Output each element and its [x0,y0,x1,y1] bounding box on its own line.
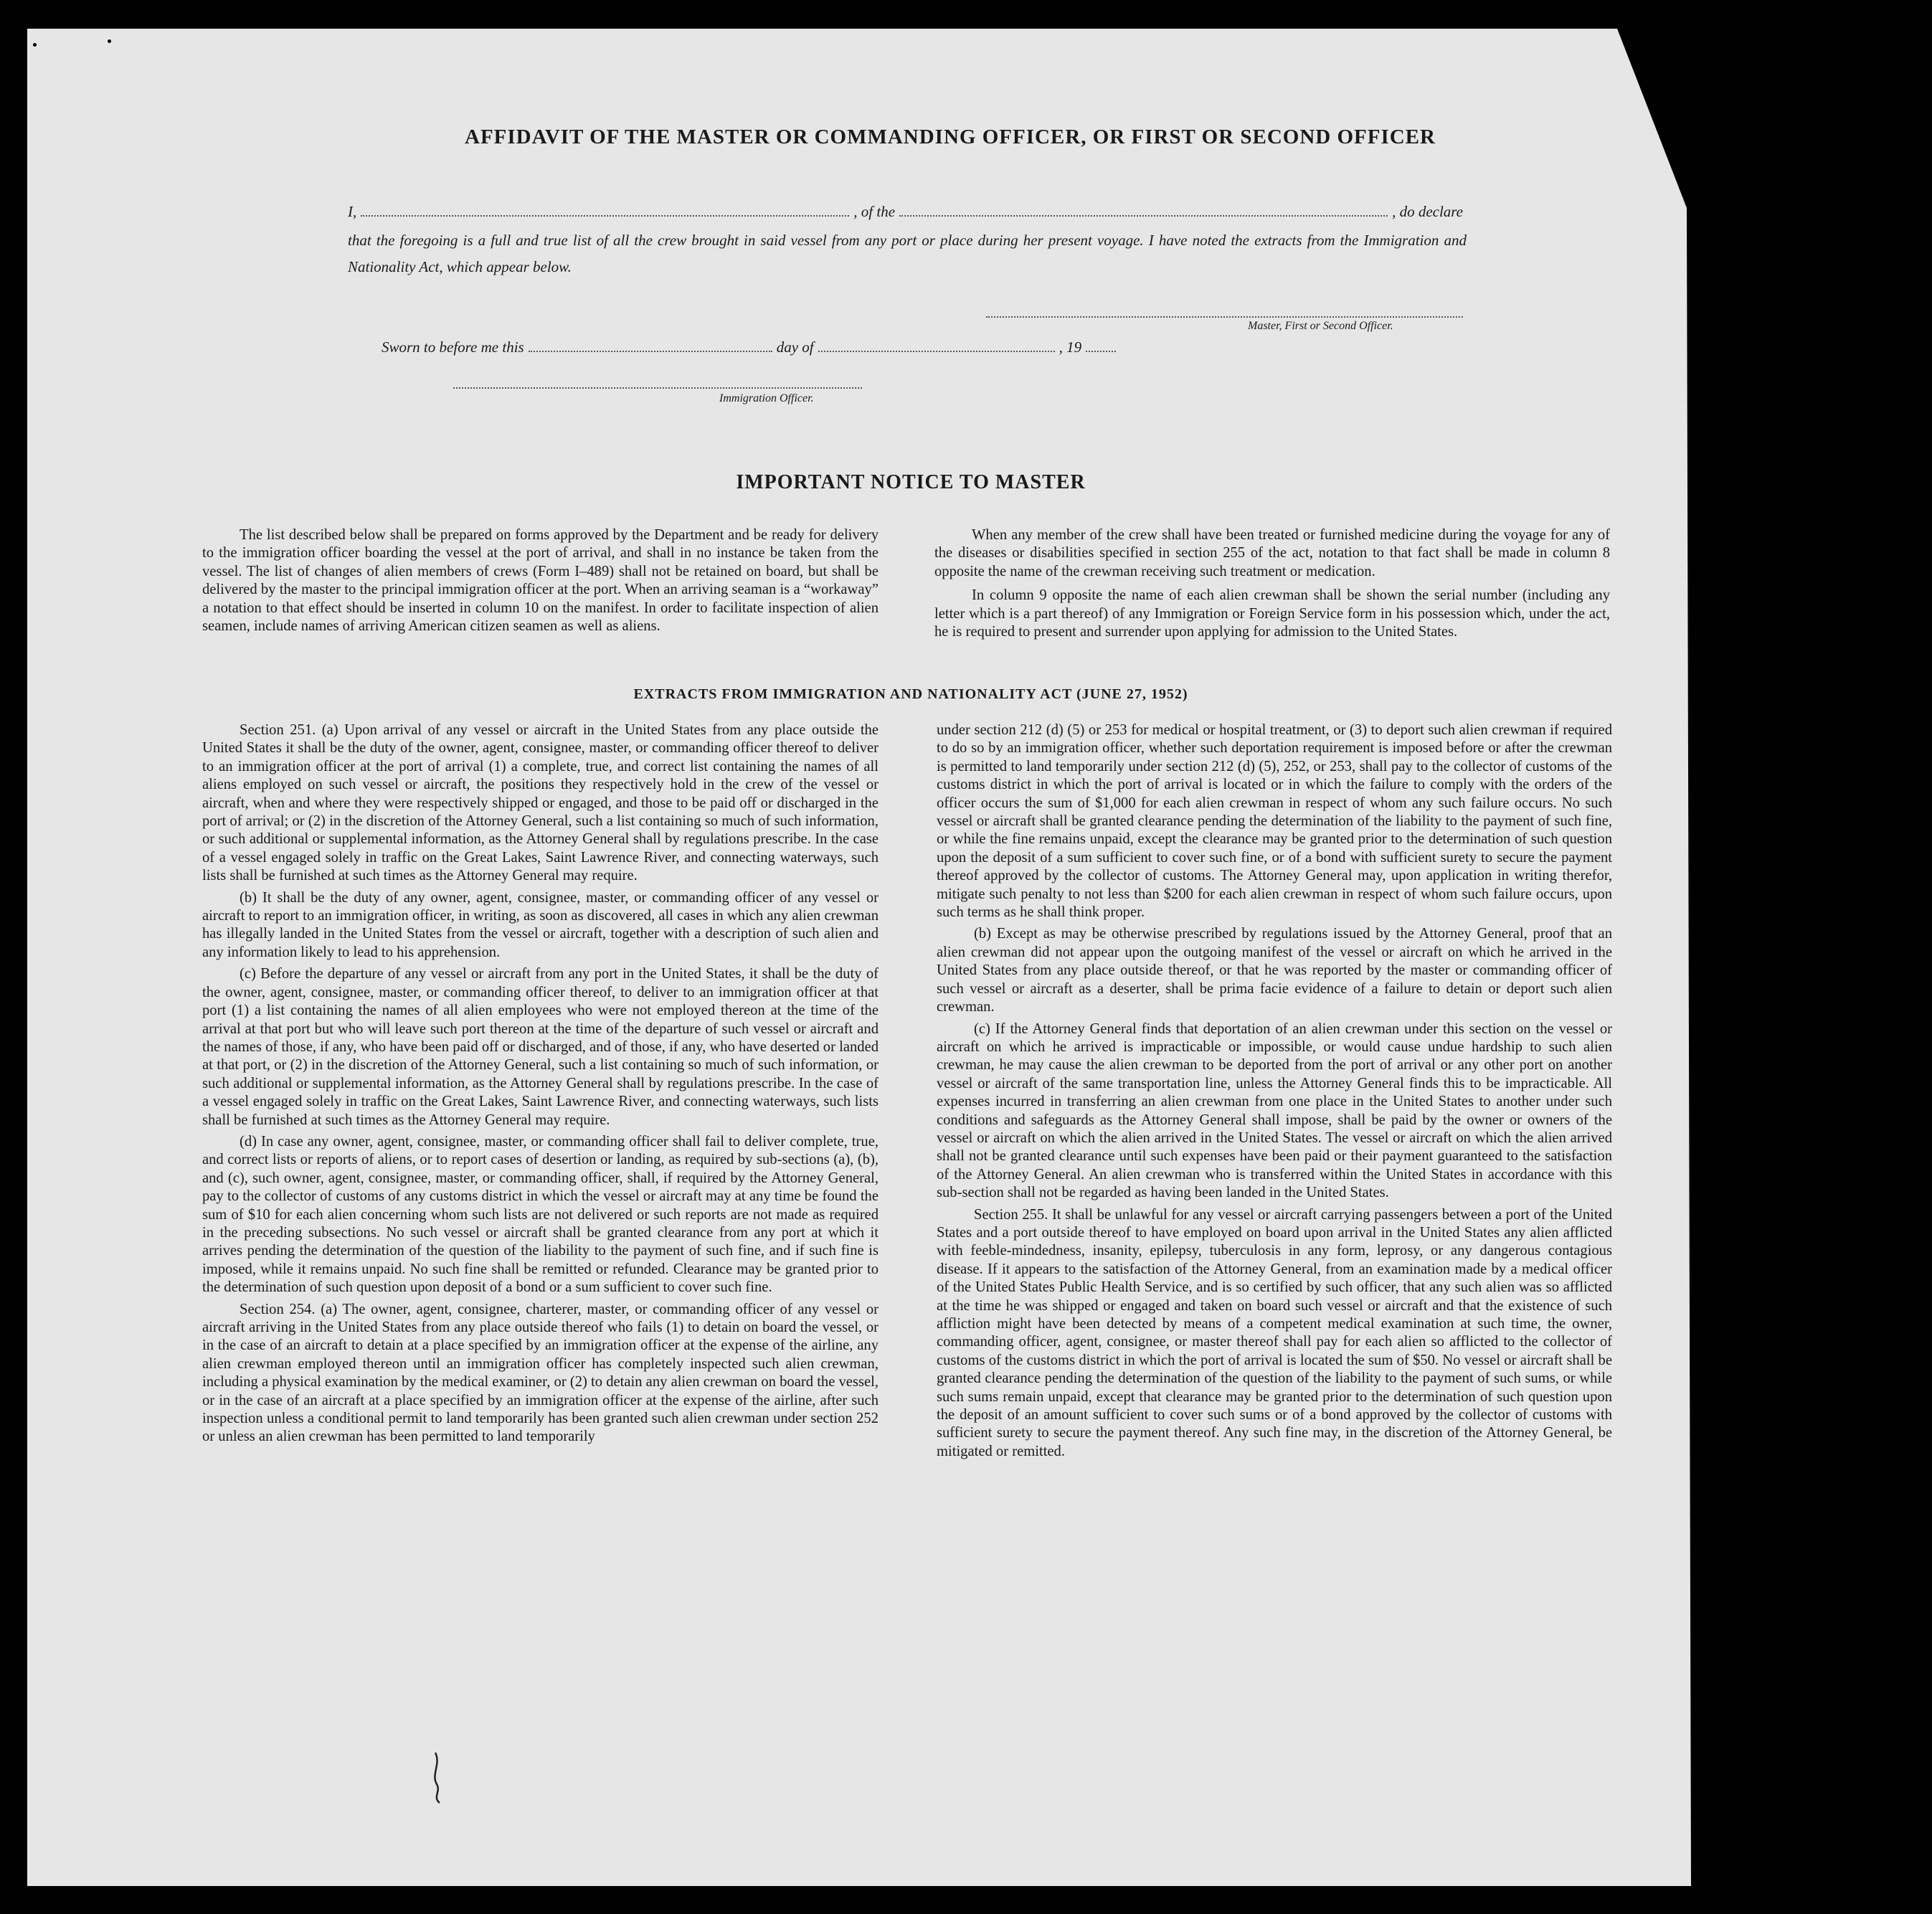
name-blank [361,205,849,217]
sworn-day-blank [529,341,772,352]
section-251-c: (c) Before the departure of any vessel or aircraft from any port in the United States, it shall be the duty of the owner, agent, consignee, master, or commanding officer thereof, to deliver to an immigration officer at that port (1) a list containing the names of all alien employees who were not employed thereon at the time of the arrival at that port but who will leave such port thereon at the time of the departure of such vessel or aircraft and the names of those, if any, who have been paid off or discharged, and of those, if any, who have deserted or landed at that port, or (2) in the discretion of the Attorney General, such a list containing so much of such information, or such additional or supplemental information, as the Attorney General shall by regulations prescribe. In the case of a vessel engaged solely in traffic on the Great Lakes, Saint Lawrence River, and connecting waterways, such lists shall be furnished at such times as the Attorney General may require. [202,966,879,1128]
extracts-left-column [202,721,879,1450]
notice-right-paragraph-1: When any member of the crew shall have been treated or furnished medicine during the voyage for any of the diseases or disabilities specified in section 255 of the act, notation to that fact shall be made in column 8 opposite the name of the crewman receiving such treatment or medication. [934,527,1610,579]
extracts-title: EXTRACTS FROM IMMIGRATION AND NATIONALITY ACT (JUNE 27, 1952) [633,686,1188,702]
handwritten-mark [427,1750,455,1807]
declare-i-label: I, [348,203,357,220]
binder-hole [1697,1575,1729,1606]
binder-hole [1697,651,1729,683]
vessel-blank [899,205,1388,217]
sworn-year-label: , 19 [1059,338,1082,356]
declaration-line [348,203,1463,221]
sworn-month-blank [818,341,1055,352]
sworn-line [382,338,1199,356]
immigration-officer-signature-line [453,387,862,389]
declare-end-label: , do declare [1392,203,1464,220]
sworn-year-blank [1086,341,1116,352]
declare-of-the-label: , of the [853,203,896,220]
binder-hole [1697,1196,1729,1228]
immigration-officer-caption: Immigration Officer. [719,392,814,404]
section-254-a-continued: under section 212 (d) (5) or 253 for medical or hospital treatment, or (3) to deport such alien crewman if required to do so by an immigration officer, whether such deportation requirement is imposed before or after the crewman is permitted to land temporarily under section 212 (d) (5), 252, or 253, shall pay to the collector of customs of the customs district in which the port of arrival is located or in which the failure to comply with the orders of the officer occurs the sum of $1,000 for each alien crewman in respect of whom any such failure occurs. No such vessel or aircraft shall be granted clearance pending the determination of the liability to the payment of such fine, or while the fine remains unpaid, except the clearance may be granted prior to the determination of such question upon the deposit of a sum sufficient to cover such fine, or of a bond with sufficient surety to secure the payment thereof approved by the collector of customs. The Attorney General may, upon application in writing therefor, mitigate such penalty to not less than $200 for each alien crewman in respect of whom such failure occurs, upon such terms as he shall think proper. [937,722,1612,921]
declaration-statement: that the foregoing is a full and true list of all the crew brought in said vessel from any port or place during her present voyage. I have noted the extracts from the Immigration and Nationality Act, which appear below. [348,232,1467,275]
notice-right-column [934,526,1610,645]
binder-hole [1697,1674,1729,1706]
scan-speck [33,43,37,47]
sworn-day-of-label: day of [776,338,814,356]
affidavit-title: AFFIDAVIT OF THE MASTER OR COMMANDING OFFICER, OR FIRST OR SECOND OFFICER [465,125,1436,148]
binder-hole [1697,552,1729,584]
sworn-prefix-label: Sworn to before me this [382,338,524,356]
binder-hole [1697,265,1729,297]
master-signature-caption: Master, First or Second Officer. [1248,320,1393,332]
master-signature-line [986,316,1463,318]
notice-title: IMPORTANT NOTICE TO MASTER [736,471,1086,493]
binder-hole [1697,1294,1729,1326]
section-255: Section 255. It shall be unlawful for any vessel or aircraft carrying passengers between a port of the United States and a port outside thereof to have employed on board upon arrival in the United States any alien afflicted with feeble-mindedness, insanity, epilepsy, tuberculosis in any form, leprosy, or any dangerous contagious disease. If it appears to the satisfaction of the Attorney General, from an examination made by a medical officer of the United States Public Health Service, and is so certified by such officer, that any such alien was so afflicted at the time he was shipped or engaged and taken on board such vessel or aircraft and that the existence of such affliction might have been detected by means of a competent medical examination at such time, the owner, commanding officer, agent, consignee, or master thereof shall pay for each alien so afflicted to the collector of customs of the customs district in which the port of arrival is located the sum of $50. No vessel or aircraft shall be granted clearance pending the determination of the question of the liability to the payment of such sums, or while such sums remain unpaid, except that clearance may be granted prior to the determination of such question upon the deposit of an amount sufficient to cover such sums or of a bond approved by the collector of customs with sufficient surety to secure the payment thereof. Any such fine may, in the discretion of the Attorney General, be mitigated or remitted. [937,1206,1612,1459]
section-254-b: (b) Except as may be otherwise prescribed by regulations issued by the Attorney General, proof that an alien crewman did not appear upon the outgoing manifest of the vessel or aircraft on which he arrived in the United States from any place outside thereof, or that he was reported by the master or commanding officer of such vessel or aircraft as a deserter, shall be prima facie evidence of a failure to detain or deport such alien crewman. [937,926,1612,1015]
extracts-right-column [937,721,1612,1464]
scan-speck [108,39,111,43]
notice-right-paragraph-2: In column 9 opposite the name of each alien crewman shall be shown the serial number (including any letter which is a part thereof) of any Immigration or Foreign Service form in his possession which, under the act, he is required to present and surrender upon applying for admission to the United States. [934,587,1610,640]
section-251-d: (d) In case any owner, agent, consignee, master, or commanding officer shall fail to deliver complete, true, and correct lists or reports of aliens, or to report cases of desertion or landing, as required by sub-sections (a), (b), and (c), such owner, agent, consignee, master, or commanding officer, shall, if required by the Attorney General, pay to the collector of customs of any customs district in which the vessel or aircraft may at any time be found the sum of $10 for each alien concerning whom such lists are not delivered or such reports are not made as required in the preceding subsections. No such vessel or aircraft shall be granted clearance from any port at which it arrives pending the determination of the question of the liability to the payment of such fine, and if such fine is imposed, while it remains unpaid. No such fine shall be remitted or refunded. Clearance may be granted prior to the determination of such question upon deposit of a bond or a sum sufficient to cover such fine. [202,1133,879,1296]
section-251-b: (b) It shall be the duty of any owner, agent, consignee, master, or commanding officer of any vessel or aircraft to report to an immigration officer, in writing, as soon as discovered, all cases in which any alien crewman has illegally landed in the United States from the vessel or aircraft, together with a description of such alien and any information likely to lead to his apprehension. [202,889,879,960]
section-254-a: Section 254. (a) The owner, agent, consignee, charterer, master, or commanding officer of any vessel or aircraft arriving in the United States from any place outside thereof who fails (1) to detain on board the vessel, or in the case of an aircraft to detain at a place specified by an immigration officer at the expense of the airline, any alien crewman employed thereon until an immigration officer has completely inspected such alien crewman, including a physical examination by the medical examiner, or (2) to detain any alien crewman on board the vessel, or in the case of an aircraft at a place specified by an immigration officer at the expense of the airline, after such inspection unless a conditional permit to land temporarily has been granted such alien crewman under section 252 or unless an alien crewman has been permitted to land temporarily [202,1301,879,1445]
notice-left-column [202,526,879,639]
section-251-a: Section 251. (a) Upon arrival of any vessel or aircraft in the United States from any place outside the United States it shall be the duty of the owner, agent, consignee, master, or commanding officer thereof to deliver to an immigration officer at the port of arrival (1) a complete, true, and correct list containing the names of all aliens employed on such vessel or aircraft, the positions they respectively hold in the crew of the vessel or aircraft, when and where they were respectively shipped or engaged, and those to be paid off or discharged in the port of arrival; or (2) in the discretion of the Attorney General, such a list containing so much of such information, or such additional or supplemental information, as the Attorney General shall by regulations prescribe. In the case of a vessel engaged solely in traffic on the Great Lakes, Saint Lawrence River, and connecting waterways, such lists shall be furnished at such times as the Attorney General may require. [202,722,879,884]
section-254-c: (c) If the Attorney General finds that deportation of an alien crewman under this section on the vessel or aircraft on which he arrived is impracticable or impossible, or would cause undue hardship to such alien crewman, he may cause the alien crewman to be deported from the port of arrival or any other port on another vessel or aircraft of the same transportation line, unless the Attorney General finds this to be impracticable. All expenses incurred in transferring an alien crewman from one place in the United States to another under such conditions and safeguards as the Attorney General shall impose, shall be paid by the owner or owners of the vessel or aircraft on which the alien arrived in the United States. The vessel or aircraft on which the alien arrived shall not be granted clearance until such expenses have been paid or their payment guaranteed to the satisfaction of the Attorney General. An alien crewman who is transferred within the United States in accordance with this sub-section shall not be regarded as having been landed in the United States. [937,1020,1612,1201]
notice-left-paragraph: The list described below shall be prepared on forms approved by the Department and be ready for delivery to the immigration officer boarding the vessel at the port of arrival, and shall in no instance be taken from the vessel. The list of changes of alien members of crews (Form I–489) shall not be retained on board, but shall be delivered by the master to the principal immigration officer at the port. When an arriving seaman is a “workaway” a notation to that effect should be inserted in column 10 on the manifest. In order to facilitate inspection of alien seamen, include names of arriving American citizen seamen as well as aliens. [202,527,879,635]
